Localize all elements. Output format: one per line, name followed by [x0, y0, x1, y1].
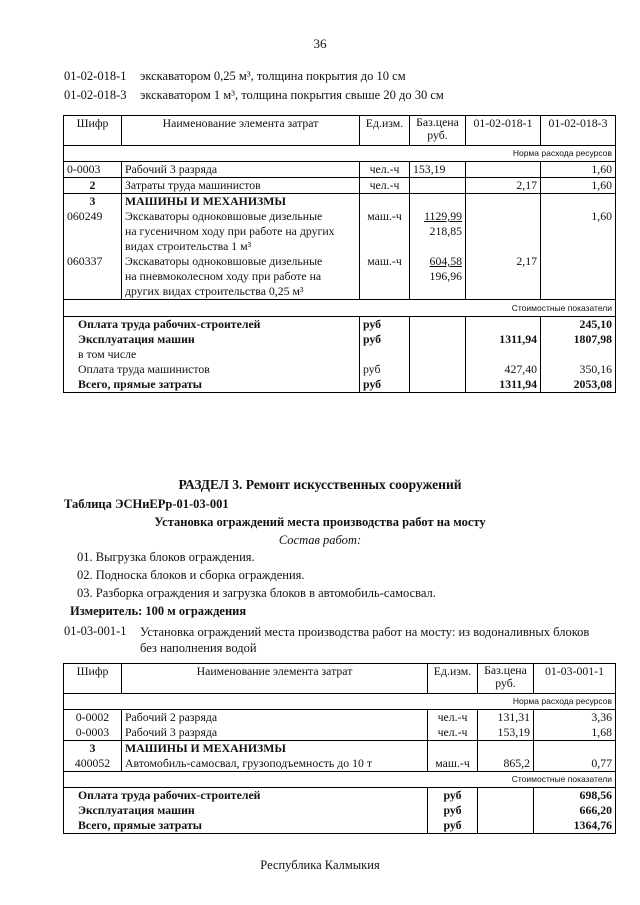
spec-line-1 [64, 69, 406, 84]
row-code: 2 [64, 178, 122, 194]
row-v2: 1,60 [541, 162, 616, 178]
section-title: РАЗДЕЛ 3. Ремонт искусственных сооружений [178, 477, 462, 492]
header-col2: 01-02-018-3 [541, 116, 616, 146]
cost-v2: 2053,08 [541, 377, 616, 393]
header-code: Шифр [64, 116, 122, 146]
row-v2: 1,60 [541, 178, 616, 194]
cost-v1: 666,20 [534, 803, 616, 818]
row-name-line: других видах строительства 0,25 м³ [125, 284, 304, 298]
page-number: 36 [313, 36, 327, 51]
item-code: 01-03-001-1 [64, 624, 127, 638]
cost-label: Стоимостные показатели [64, 772, 616, 788]
cost-label-row [64, 772, 616, 788]
row-v1: 1,68 [534, 725, 616, 741]
measure-unit: Измеритель: 100 м ограждения [70, 604, 247, 618]
table-row [64, 209, 616, 254]
row-v2: 1,60 [541, 209, 616, 254]
cost-v1: 1311,94 [466, 377, 541, 393]
cost-row [64, 317, 616, 333]
table-row [64, 725, 616, 741]
table-row [64, 178, 616, 194]
header-unit: Ед.изм. [428, 664, 478, 694]
cost-row [64, 362, 616, 377]
row-code: 0-0003 [64, 162, 122, 178]
row-code: 0-0003 [64, 725, 122, 741]
price-total: 1129,99 [424, 209, 462, 223]
cost-v1 [466, 317, 541, 333]
row-code: 060337 [64, 254, 122, 300]
table-row [64, 194, 616, 210]
row-name-line: видах строительства 1 м³ [125, 239, 252, 253]
cost-v2: 1807,98 [541, 332, 616, 347]
table-header-row [64, 116, 616, 146]
row-price: 865,2 [478, 756, 534, 772]
row-code: 400052 [64, 756, 122, 772]
spec-line-2 [64, 88, 444, 103]
cost-name: Оплата труда рабочих-строителей [64, 317, 360, 333]
row-v1: 2,17 [466, 254, 541, 300]
cost-name: Эксплуатация машин [64, 803, 428, 818]
header-name: Наименование элемента затрат [122, 664, 428, 694]
row-name: Рабочий 2 разряда [122, 710, 428, 726]
row-name: МАШИНЫ И МЕХАНИЗМЫ [122, 741, 428, 757]
table-row [64, 756, 616, 772]
spec-code: 01-02-018-3 [64, 88, 127, 102]
operation-item: 01. Выгрузка блоков ограждения. [77, 550, 255, 564]
cost-row [64, 788, 616, 804]
row-name: Автомобиль-самосвал, грузоподъемность до 10 т [122, 756, 428, 772]
row-price: 153,19 [410, 162, 466, 178]
price-wage: 196,96 [429, 269, 462, 283]
cost-unit: руб [428, 788, 478, 804]
cost-v1: 1311,94 [466, 332, 541, 347]
cost-label-row [64, 300, 616, 317]
norm-label: Норма расхода ресурсов [64, 694, 616, 710]
norm-label-row [64, 694, 616, 710]
row-code: 3 [64, 741, 122, 757]
row-name: МАШИНЫ И МЕХАНИЗМЫ [122, 194, 360, 210]
row-name [122, 209, 360, 254]
row-name: Рабочий 3 разряда [122, 162, 360, 178]
cost-unit: руб [428, 818, 478, 834]
row-code: 060249 [64, 209, 122, 254]
row-v1: 3,36 [534, 710, 616, 726]
spec-code: 01-02-018-1 [64, 69, 127, 83]
row-unit: маш.-ч [360, 254, 410, 300]
cost-row [64, 803, 616, 818]
cost-name: Всего, прямые затраты [64, 377, 360, 393]
row-name-line: на пневмоколесном ходу при работе на [125, 269, 322, 283]
row-name: Рабочий 3 разряда [122, 725, 428, 741]
resource-table-2 [63, 663, 616, 834]
cost-v2: 350,16 [541, 362, 616, 377]
row-price [410, 209, 466, 254]
spec-text: экскаватором 0,25 м³, толщина покрытия до 10 см [140, 69, 406, 83]
table-header-row [64, 664, 616, 694]
footer-region: Республика Калмыкия [260, 858, 380, 872]
cost-name: в том числе [64, 347, 360, 362]
item-text: Установка ограждений места производства работ на мосту: из водоналивных блоков без наполнения водой [140, 625, 590, 655]
header-code: Шифр [64, 664, 122, 694]
row-v1 [466, 209, 541, 254]
table-id: Таблица ЭСНиЕРр-01-03-001 [64, 497, 229, 511]
cost-row [64, 347, 616, 362]
row-name [122, 254, 360, 300]
row-v1: 2,17 [466, 178, 541, 194]
row-name-line: Экскаваторы одноковшовые дизельные [125, 254, 323, 268]
cost-name: Оплата труда машинистов [64, 362, 360, 377]
row-price [410, 254, 466, 300]
row-unit: маш.-ч [428, 756, 478, 772]
row-unit: чел.-ч [360, 162, 410, 178]
row-price: 131,31 [478, 710, 534, 726]
row-code: 3 [64, 194, 122, 210]
cost-row [64, 377, 616, 393]
header-name: Наименование элемента затрат [122, 116, 360, 146]
row-unit: чел.-ч [360, 178, 410, 194]
norm-label-row [64, 146, 616, 162]
row-v2 [541, 254, 616, 300]
resource-table-1 [63, 115, 616, 393]
price-total: 604,58 [429, 254, 462, 268]
operation-item: 02. Подноска блоков и сборка ограждения. [77, 568, 305, 582]
row-price [410, 178, 466, 194]
row-unit: чел.-ч [428, 710, 478, 726]
table-row [64, 741, 616, 757]
cost-name: Эксплуатация машин [64, 332, 360, 347]
row-code: 0-0002 [64, 710, 122, 726]
cost-row [64, 818, 616, 834]
cost-name: Оплата труда рабочих-строителей [64, 788, 428, 804]
table-row [64, 254, 616, 300]
row-v1: 0,77 [534, 756, 616, 772]
header-col1: 01-02-018-1 [466, 116, 541, 146]
cost-v1: 698,56 [534, 788, 616, 804]
table-row [64, 162, 616, 178]
row-unit: маш.-ч [360, 209, 410, 254]
cost-unit: руб [360, 377, 410, 393]
cost-v2: 245,10 [541, 317, 616, 333]
norm-label: Норма расхода ресурсов [64, 146, 616, 162]
cost-unit: руб [360, 332, 410, 347]
operation-item: 03. Разборка ограждения и загрузка блоков в автомобиль-самосвал. [77, 586, 436, 600]
row-name-line: на гусеничном ходу при работе на других [125, 224, 335, 238]
header-price: Баз.цена руб. [410, 116, 466, 146]
row-unit: чел.-ч [428, 725, 478, 741]
cost-label: Стоимостные показатели [64, 300, 616, 317]
row-name: Затраты труда машинистов [122, 178, 360, 194]
price-wage: 218,85 [429, 224, 462, 238]
cost-v1: 1364,76 [534, 818, 616, 834]
cost-row [64, 332, 616, 347]
header-price: Баз.цена руб. [478, 664, 534, 694]
header-unit: Ед.изм. [360, 116, 410, 146]
row-name-line: Экскаваторы одноковшовые дизельные [125, 209, 323, 223]
cost-unit: руб [360, 362, 410, 377]
cost-unit: руб [428, 803, 478, 818]
table-subtitle: Установка ограждений места производства работ на мосту [154, 515, 486, 529]
composition-heading: Состав работ: [278, 533, 362, 547]
header-col1: 01-03-001-1 [534, 664, 616, 694]
row-price: 153,19 [478, 725, 534, 741]
row-v1 [466, 162, 541, 178]
cost-v1: 427,40 [466, 362, 541, 377]
cost-unit: руб [360, 317, 410, 333]
cost-name: Всего, прямые затраты [64, 818, 428, 834]
table-row [64, 710, 616, 726]
spec-text: экскаватором 1 м³, толщина покрытия свыше 20 до 30 см [140, 88, 444, 102]
